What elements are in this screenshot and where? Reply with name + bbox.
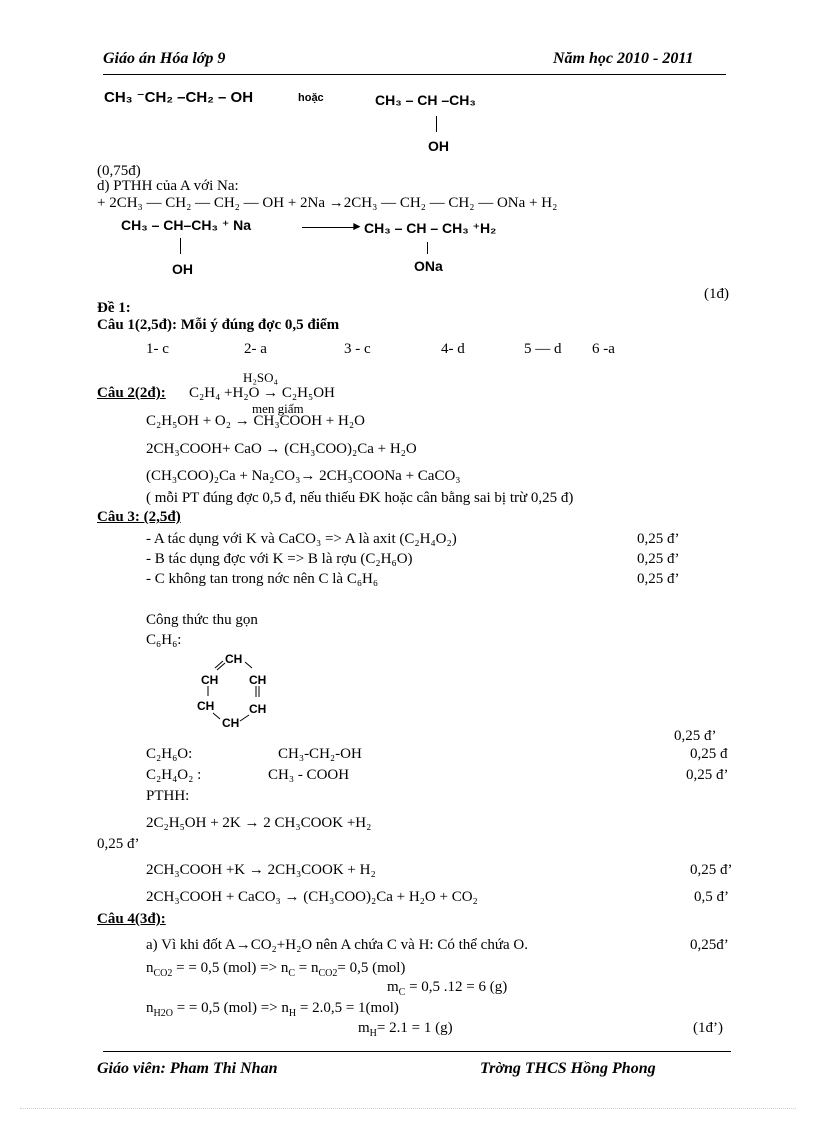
cong-thuc-thu-gon: Công thức thu gọn bbox=[146, 612, 258, 628]
answer-3: 3 - c bbox=[344, 341, 371, 357]
footer-left: Giáo viên: Pham Thi Nhan bbox=[97, 1060, 278, 1077]
reaction-arrow-head: ► bbox=[351, 219, 363, 233]
c2h4o2-formula: CH₃ - COOH bbox=[268, 767, 350, 783]
cau3-item-1-score: 0,25 đ’ bbox=[637, 531, 680, 547]
cau3-eq2: 2CH₃COOH +K → 2CH₃COOK + H₂ bbox=[146, 862, 376, 878]
cau2-note: ( mỗi PT đúng đợc 0,5 đ, nếu thiếu ĐK hoặc cân bằng sai bị trừ 0,25 đ) bbox=[146, 490, 574, 506]
na-reaction-1: + 2CH₃ — CH₂ — CH₂ — OH + 2Na →2CH₃ — CH₂ — CH₂ — ONa + H₂ bbox=[97, 195, 558, 211]
cau1-title: Câu 1(2,5đ): Mỗi ý đúng đợc 0,5 điểm bbox=[97, 317, 340, 333]
cau2-eq1: C₂H₄ +H₂O → C₂H₅OH bbox=[189, 385, 335, 401]
page-edge-dotted bbox=[20, 1108, 796, 1109]
cau3-eq3-score: 0,5 đ’ bbox=[694, 889, 729, 905]
answer-1: 1- c bbox=[146, 341, 169, 357]
oh-left: OH bbox=[172, 261, 193, 277]
ona-right: ONa bbox=[414, 258, 443, 274]
header-rule bbox=[103, 74, 726, 75]
score-1d: (1đ) bbox=[704, 286, 729, 302]
isopropanol-formula: CH₃ – CH –CH₃ bbox=[375, 92, 476, 108]
cau4-title: Câu 4(3đ): bbox=[97, 911, 166, 927]
answer-5: 5 — d bbox=[524, 341, 562, 357]
pthh-label: PTHH: bbox=[146, 788, 190, 804]
cau3-item-3-score: 0,25 đ’ bbox=[637, 571, 680, 587]
header-left: Giáo án Hóa lớp 9 bbox=[103, 50, 226, 67]
m-h-line: $m_H= 2.1 = 1$ (g) bbox=[358, 1020, 453, 1039]
cau3-item-2-score: 0,25 đ’ bbox=[637, 551, 680, 567]
ring-ch-upper-left: CH bbox=[201, 673, 219, 687]
cau3-item-3: - C không tan trong nớc nên C là C₆H₆ bbox=[146, 571, 379, 587]
answer-4: 4- d bbox=[441, 341, 465, 357]
cau2-eq3: 2CH₃COOH+ CaO → (CH₃COO)₂Ca + H₂O bbox=[146, 441, 417, 457]
c2h6o-formula: CH₃-CH₂-OH bbox=[278, 746, 362, 762]
bond-line-right bbox=[427, 242, 428, 254]
n-co2-line: $n_{CO2}$ = = 0,5 $(mol) => n_C = n_{CO2}= 0,5$ (mol) bbox=[146, 960, 406, 979]
c2h6o-score: 0,25 đ bbox=[690, 746, 728, 762]
cau3-eq1: 2C₂H₅OH + 2K → 2 CH₃COOK +H₂ bbox=[146, 815, 372, 831]
c2h4o2-score: 0,25 đ’ bbox=[686, 767, 729, 783]
bond-line-left bbox=[180, 238, 181, 254]
cau2-eq4: (CH₃COO)₂Ca + Na₂CO₃→ 2CH₃COONa + CaCO₃ bbox=[146, 468, 461, 484]
ring-bonds bbox=[195, 650, 275, 735]
ring-ch-lower-right: CH bbox=[249, 702, 267, 716]
h2so4-catalyst: H₂SO₄ bbox=[243, 370, 279, 385]
reaction-arrow-line bbox=[302, 227, 358, 228]
na-reaction-2-left: CH₃ – CH–CH₃ ⁺ Na bbox=[121, 217, 252, 233]
men-giam-catalyst: men giấm bbox=[252, 401, 304, 416]
cau3-item-2: - B tác dụng đợc với K => B là rợu (C₂H₆O) bbox=[146, 551, 413, 567]
n-h2o-line: $n_{H2O}$ = = 0,5 $(mol) => n_H = 2.0,5 = 1(mol)$ bbox=[146, 1000, 399, 1019]
m-h-score: (1đ’) bbox=[693, 1020, 723, 1036]
ring-ch-bottom: CH bbox=[222, 716, 240, 730]
footer-right: Trờng THCS Hồng Phong bbox=[480, 1060, 656, 1077]
answer-6: 6 -a bbox=[592, 341, 615, 357]
cau3-eq1-score: 0,25 đ’ bbox=[97, 836, 140, 852]
bond-line bbox=[436, 116, 437, 132]
c6h6-label: C₆H₆: bbox=[146, 632, 182, 648]
cau3-title: Câu 3: (2,5đ) bbox=[97, 509, 181, 525]
c2h4o2-label: C₂H₄O₂ : bbox=[146, 767, 202, 783]
part-d-label: d) PTHH của A với Na: bbox=[97, 178, 239, 194]
de1-title: Đề 1: bbox=[97, 300, 131, 316]
ring-ch-lower-left: CH bbox=[197, 699, 215, 713]
score-075: (0,75đ) bbox=[97, 163, 141, 179]
propanol-formula: CH₃ ⁻CH₂ –CH₂ – OH bbox=[104, 89, 254, 106]
ring-score: 0,25 đ’ bbox=[674, 728, 717, 744]
header-right: Năm học 2010 - 2011 bbox=[553, 50, 694, 67]
hoac-text: hoặc bbox=[298, 92, 324, 104]
ring-ch-upper-right: CH bbox=[249, 673, 267, 687]
footer-rule bbox=[103, 1051, 731, 1052]
cau4-part-a: a) Vì khi đốt A→CO₂+H₂O nên A chứa C và H: Có thể chứa O. bbox=[146, 937, 528, 953]
cau2-title: Câu 2(2đ): bbox=[97, 385, 166, 401]
na-reaction-2-right: CH₃ – CH – CH₃ ⁺H₂ bbox=[364, 220, 497, 236]
oh-group: OH bbox=[428, 138, 449, 154]
c2h6o-label: C₂H₆O: bbox=[146, 746, 193, 762]
cau3-eq2-score: 0,25 đ’ bbox=[690, 862, 733, 878]
cau3-item-1: - A tác dụng với K và CaCO₃ => A là axit (C₂H₄O₂) bbox=[146, 531, 457, 547]
cau3-eq3: 2CH₃COOH + CaCO₃ → (CH₃COO)₂Ca + H₂O + CO₂ bbox=[146, 889, 478, 905]
answer-2: 2- a bbox=[244, 341, 267, 357]
ring-ch-top: CH bbox=[225, 652, 243, 666]
cau4-part-a-score: 0,25đ’ bbox=[690, 937, 729, 953]
m-c-line: $m_C = 0,5$ .12 = 6 (g) bbox=[387, 979, 508, 998]
cau2-eq2: C₂H₅OH + O₂ → CH₃COOH + H₂O bbox=[146, 413, 365, 429]
